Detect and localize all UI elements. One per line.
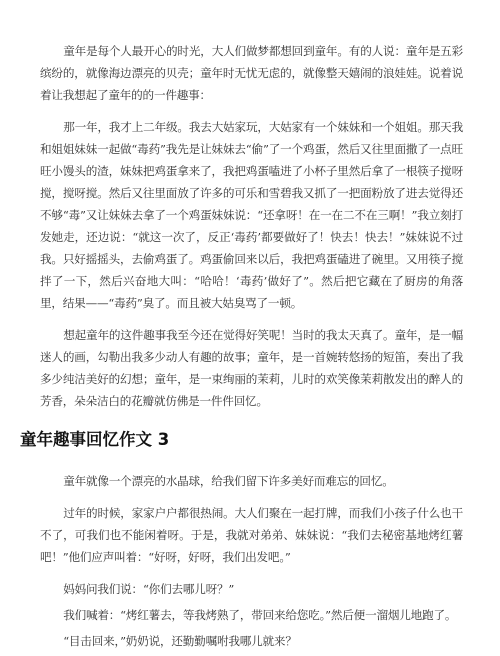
paragraph: 过年的时候，家家户户都很热闹。大人们聚在一起打牌，而我们小孩子什么也干不了，可我们也不能闲着呀。于是，我就对弟弟、妹妹说：“我们去秘密基地烤红薯吧！”他们应声叫着：“好呀，好呀，我们出发吧。” (40, 506, 463, 564)
paragraph: 妈妈问我们说：“你们去哪儿呀？” (63, 582, 235, 596)
paragraph: 那一年，我才上二年级。我去大姑家玩，大姑家有一个妹妹和一个姐姐。那天我和姐姐妹妹一起做“毒药”我先是让妹妹去“偷”了一个鸡蛋，然后又往里面撒了一点旺旺小馒头的渣，妹妹把鸡蛋拿来了，我把鸡蛋嗑进了小杯子里然后拿了一根筷子搅呀搅，搅呀搅。然后又往里面放了许多的可乐和雪碧我又抓了一把面粉放了进去觉得还不够“毒”又让妹妹去拿了一个鸡蛋妹妹说：“还拿呀！在一在二不在三啊！”我立刻打发她走，还边说：“就这一次了，反正‘毒药’都要做好了！快去！快去！”妹妹说不过我。只好摇摇头，去偷鸡蛋了。鸡蛋偷回来以后，我把鸡蛋磕进了碗里。又用筷子搅拌了一下，然后兴奋地大叫：“哈哈！‘毒药’做好了”。然后把它藏在了厨房的角落里，结果——“毒药”臭了。而且被大姑臭骂了一顿。 (40, 120, 463, 310)
section-title: 童年趣事回忆作文 3 (20, 430, 170, 449)
paragraph: 我们喊着：“烤红薯去，等我烤熟了，带回来给您吃。”然后便一溜烟儿地跑了。 (63, 608, 457, 622)
article-body (20, 40, 463, 656)
paragraph: 想起童年的这件趣事我至今还在觉得好笑呢！当时的我太天真了。童年，是一幅迷人的画，勾勒出我多少动人有趣的故事；童年，是一首婉转悠扬的短笛，奏出了我多少纯洁美好的幻想；童年，是一束绚丽的茉莉，儿时的欢笑像茉莉散发出的醉人的芳香，朵朵洁白的花瓣就仿佛是一件件回忆。 (40, 328, 463, 408)
paragraph: 童年是每个人最开心的时光，大人们做梦都想回到童年。有的人说：童年是五彩缤纷的，就像海边漂亮的贝壳；童年时无忧无虑的，就像整天嬉闹的浪娃娃。说着说着让我想起了童年的的一件趣事： (40, 44, 463, 102)
paragraph: “目击回来，”奶奶说，还勤勤嘱咐我哪儿就来？ (63, 634, 297, 648)
paragraph: 童年就像一个漂亮的水晶球，给我们留下许多美好而难忘的回忆。 (63, 474, 394, 488)
